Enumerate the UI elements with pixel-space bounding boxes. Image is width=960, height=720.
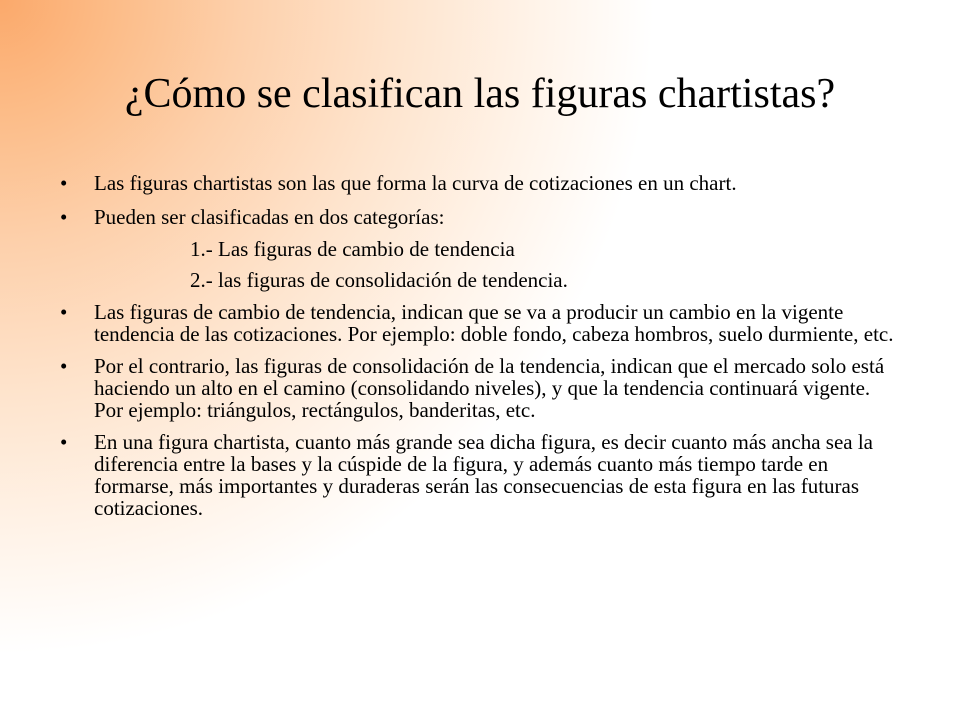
slide-title: ¿Cómo se clasifican las figuras chartistas? bbox=[124, 71, 836, 117]
bullet-icon: • bbox=[60, 430, 68, 454]
sub-item: 2.- las figuras de consolidación de tendencia. bbox=[190, 268, 568, 292]
bullet-item bbox=[58, 206, 898, 291]
bullet-item bbox=[58, 431, 898, 519]
bullet-text: Pueden ser clasificadas en dos categorías: bbox=[94, 205, 445, 229]
bullet-icon: • bbox=[60, 300, 68, 324]
bullet-item bbox=[58, 355, 898, 421]
bullet-item bbox=[58, 301, 898, 345]
bullet-text: Las figuras de cambio de tendencia, indican que se va a producir un cambio en la vigente tendencia de las cotizaciones. Por ejemplo: doble fondo, cabeza hombros, suelo durmiente, etc. bbox=[94, 300, 894, 346]
bullet-icon: • bbox=[60, 354, 68, 378]
bullet-icon: • bbox=[60, 205, 68, 229]
bullet-item bbox=[58, 172, 898, 194]
bullet-text: Las figuras chartistas son las que forma la curva de cotizaciones en un chart. bbox=[94, 171, 737, 195]
bullet-text: En una figura chartista, cuanto más grande sea dicha figura, es decir cuanto más ancha sea la diferencia entre la bases y la cúspide de la figura, y además cuanto más tiempo tarde en formarse, más importantes y duraderas serán las consecuencias de esta figura en las futuras cotizaciones. bbox=[94, 430, 873, 520]
bullet-icon: • bbox=[60, 171, 68, 195]
bullet-list bbox=[58, 172, 898, 529]
sub-item: 1.- Las figuras de cambio de tendencia bbox=[190, 237, 515, 261]
bullet-text: Por el contrario, las figuras de consolidación de la tendencia, indican que el mercado solo está haciendo un alto en el camino (consolidando niveles), y que la tendencia continuará vigente. Por ejemplo: triángulos, rectángulos, banderitas, etc. bbox=[94, 354, 885, 422]
